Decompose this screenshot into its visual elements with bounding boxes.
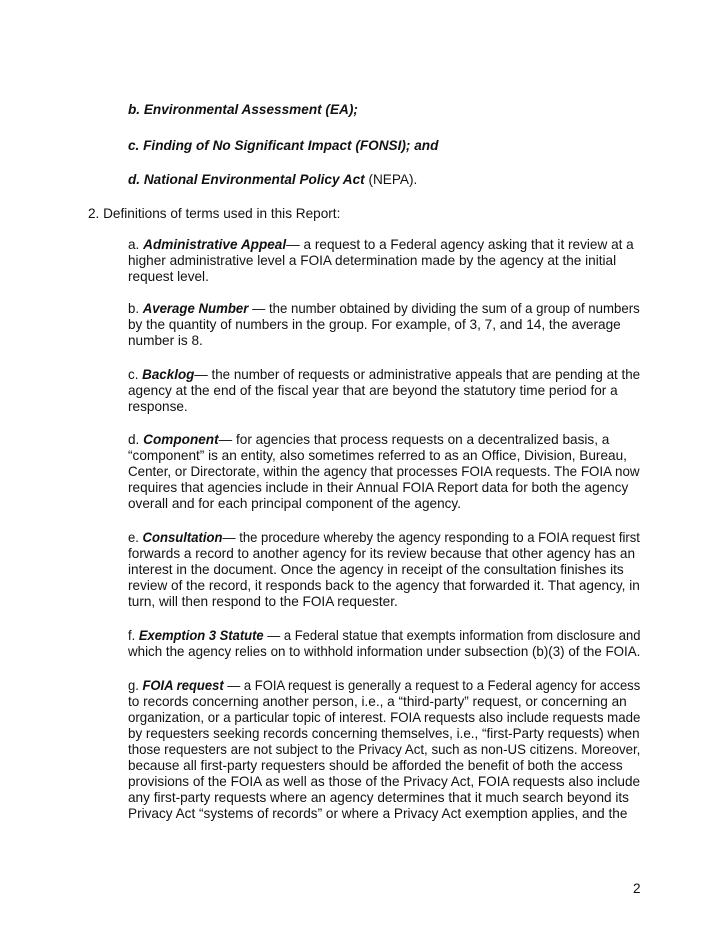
definition-text: — a FOIA request is generally a request to a Federal agency for access [223,678,641,693]
definition-first-line [128,677,640,694]
definition-letter: a. [128,237,144,252]
definition-text: — the number obtained by dividing the sum of a group of numbers [248,301,640,316]
definition-line: by requesters seeking records concerning themselves, i.e., “first-Party requests) when [128,726,640,741]
outline-item-fonsi: c. Finding of No Significant Impact (FONSI); and [128,138,439,153]
definition-term: Exemption 3 Statute [138,628,264,643]
definition-term: FOIA request [142,678,224,693]
section-heading: 2. Definitions of terms used in this Report: [88,206,341,221]
definition-line: forwards a record to another agency for its review because that other agency has an [128,546,636,561]
definition-line: interest in the document. Once the agency in receipt of the consultation finishes its [128,562,624,577]
definition-first-line [128,627,640,644]
outline-item-nepa-term: d. National Environmental Policy Act [128,172,365,187]
definition-text: — the procedure whereby the agency responding to a FOIA request first [222,530,640,545]
definition-line: request level. [128,269,209,284]
definition-letter: b. [128,301,143,316]
definition-term: Backlog [142,367,195,382]
definition-letter: e. [128,530,143,545]
outline-item-ea: b. Environmental Assessment (EA); [128,102,358,117]
definition-term: Administrative Appeal [143,237,287,252]
outline-item-nepa [128,171,417,188]
definition-text: — for agencies that process requests on a decentralized basis, a [218,432,610,447]
definition-first-line [128,431,609,448]
definition-line: overall and for each principal component of the agency. [128,496,461,511]
definition-term: Consultation [142,530,223,545]
definition-line: number is 8. [128,333,203,348]
definition-line: those requesters are not subject to the Privacy Act, such as non-US citizens. Moreover, [128,742,641,757]
definition-letter: c. [128,367,143,382]
definition-text: — a request to a Federal agency asking that it review at a [286,237,634,252]
definition-line: to records concerning another person, i.e., a “third-party” request, or concerning an [128,694,627,709]
definition-line: requires that agencies include in their Annual FOIA Report data for both the agency [128,480,629,495]
definition-line: because all first-party requesters should be afforded the benefit of both the access [128,758,623,773]
outline-item-nepa-suffix: (NEPA). [364,172,418,187]
definition-first-line [128,236,634,253]
definition-line: provisions of the FOIA as well as those of the Privacy Act, FOIA requests also include [128,774,641,789]
definition-line: review of the record, it responds back to the agency that forwarded it. That agency, in [128,578,640,593]
definition-line: response. [128,399,188,414]
definition-line: higher administrative level a FOIA determination made by the agency at the initial [128,253,617,268]
definition-line: by the quantity of numbers in the group. For example, of 3, 7, and 14, the average [128,317,621,332]
definition-term: Average Number [142,301,249,316]
definition-line: agency at the end of the fiscal year that are beyond the statutory time period for a [128,383,618,398]
page-number: 2 [633,881,641,896]
definition-first-line [128,300,640,317]
definition-text: — a Federal statue that exempts information from disclosure and [263,628,641,643]
definition-letter: d. [128,432,144,447]
definition-line: Privacy Act “systems of records” or where a Privacy Act exemption applies, and the [128,806,628,821]
definition-letter: f. [128,628,139,643]
definition-line: any first-party requests where an agency determines that it much search beyond its [128,790,629,805]
definition-term: Component [143,432,219,447]
definition-line: “component” is an entity, also sometimes referred to as an Office, Division, Bureau, [128,448,627,463]
definition-first-line [128,366,640,383]
definition-line: organization, or a particular topic of interest. FOIA requests also include requests made [128,710,641,725]
definition-text: — the number of requests or administrative appeals that are pending at the [194,367,641,382]
definition-line: which the agency relies on to withhold information under subsection (b)(3) of the FOIA. [128,644,641,659]
definition-letter: g. [128,678,143,693]
definition-line: Center, or Directorate, within the agency that processes FOIA requests. The FOIA now [128,464,640,479]
definition-line: turn, will then respond to the FOIA requester. [128,594,398,609]
definition-first-line [128,529,640,546]
